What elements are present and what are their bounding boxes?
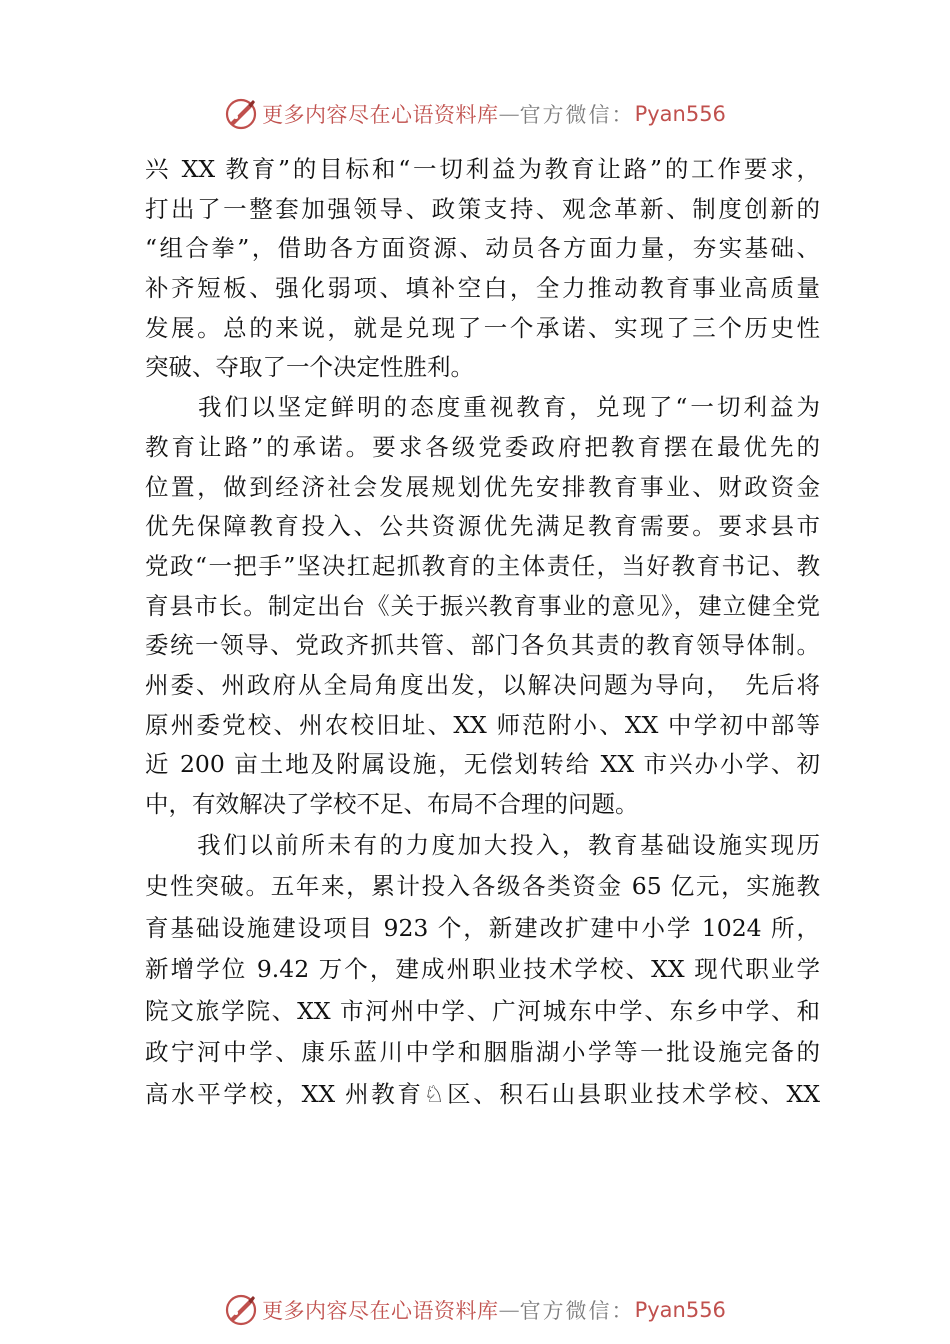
- text-line: 我们以坚定鲜明的态度重视教育，兑现了“一切利益为: [145, 393, 820, 422]
- text-line: 位置，做到经济社会发展规划优先安排教育事业、财政资金: [145, 472, 820, 501]
- text-line: 州委、州政府从全局角度出发，以解决问题为导向， 先后将: [145, 670, 820, 699]
- text-line: 高水平学校，XX 州教育♘区、积石山县职业技术学校、XX: [145, 1079, 820, 1108]
- footer-banner: [0, 1290, 950, 1330]
- text-line: 补齐短板、强化弱项、填补空白，全力推动教育事业高质量: [145, 274, 820, 303]
- text-line: 委统一领导、党政齐抓共管、部门各负其责的教育领导体制。: [145, 631, 820, 660]
- text-line: 教育让路”的承诺。要求各级党委政府把教育摆在最优先的: [145, 432, 820, 461]
- text-line: 发展。总的来说，就是兑现了一个承诺、实现了三个历史性: [145, 313, 820, 342]
- paragraph-1: [145, 150, 820, 388]
- text-line: 新增学位 9.42 万个，建成州职业技术学校、XX 现代职业学: [145, 955, 820, 984]
- text-line: 院文旅学院、XX 市河州中学、广河城东中学、东乡中学、和: [145, 996, 820, 1025]
- text-line: 史性突破。五年来，累计投入各级各类资金 65 亿元，实施教: [145, 872, 820, 901]
- footer-site-text: 更多内容尽在心语资料库: [262, 1299, 499, 1323]
- text-line: 中，有效解决了学校不足、布局不合理的问题。: [145, 790, 639, 818]
- header-wechat-id: Pyan556: [634, 102, 726, 126]
- paragraph-3: [145, 825, 820, 1116]
- text-line: 党政“一把手”坚决扛起抓教育的主体责任，当好教育书记、教: [145, 551, 820, 580]
- paragraph-2: [145, 388, 820, 825]
- text-line: 近 200 亩土地及附属设施，无偿划转给 XX 市兴办小学、初: [145, 750, 820, 779]
- header-dash: —: [498, 102, 520, 126]
- text-line: 优先保障教育投入、公共资源优先满足教育需要。要求县市: [145, 512, 820, 541]
- text-line: 政宁河中学、康乐蓝川中学和胭脂湖小学等一批设施完备的: [145, 1038, 820, 1067]
- document-body: [145, 150, 820, 1115]
- header-banner: [0, 94, 950, 134]
- footer-official-label: 官方微信：: [519, 1299, 635, 1323]
- header-official-label: 官方微信：: [519, 103, 635, 127]
- footer-dash: —: [498, 1298, 520, 1322]
- text-line: 我们以前所未有的力度加大投入，教育基础设施实现历: [145, 830, 820, 859]
- text-line: 打出了一整套加强领导、政策支持、观念革新、制度创新的: [145, 194, 820, 223]
- pen-logo-icon: [224, 1293, 258, 1327]
- header-site-text: 更多内容尽在心语资料库: [262, 103, 499, 127]
- pen-logo-icon: [224, 97, 258, 131]
- text-line: 育县市长。制定出台《关于振兴教育事业的意见》，建立健全党: [145, 591, 820, 620]
- text-line: 突破、夺取了一个决定性胜利。: [145, 353, 474, 382]
- text-line: 兴 XX 教育”的目标和“一切利益为教育让路”的工作要求，: [145, 155, 820, 183]
- text-line: 原州委党校、州农校旧址、XX 师范附小、XX 中学初中部等: [145, 710, 820, 739]
- text-line: 育基础设施建设项目 923 个，新建改扩建中小学 1024 所，: [145, 913, 820, 942]
- text-line: “组合拳”，借助各方面资源、动员各方面力量，夯实基础、: [145, 234, 820, 263]
- footer-wechat-id: Pyan556: [634, 1298, 726, 1322]
